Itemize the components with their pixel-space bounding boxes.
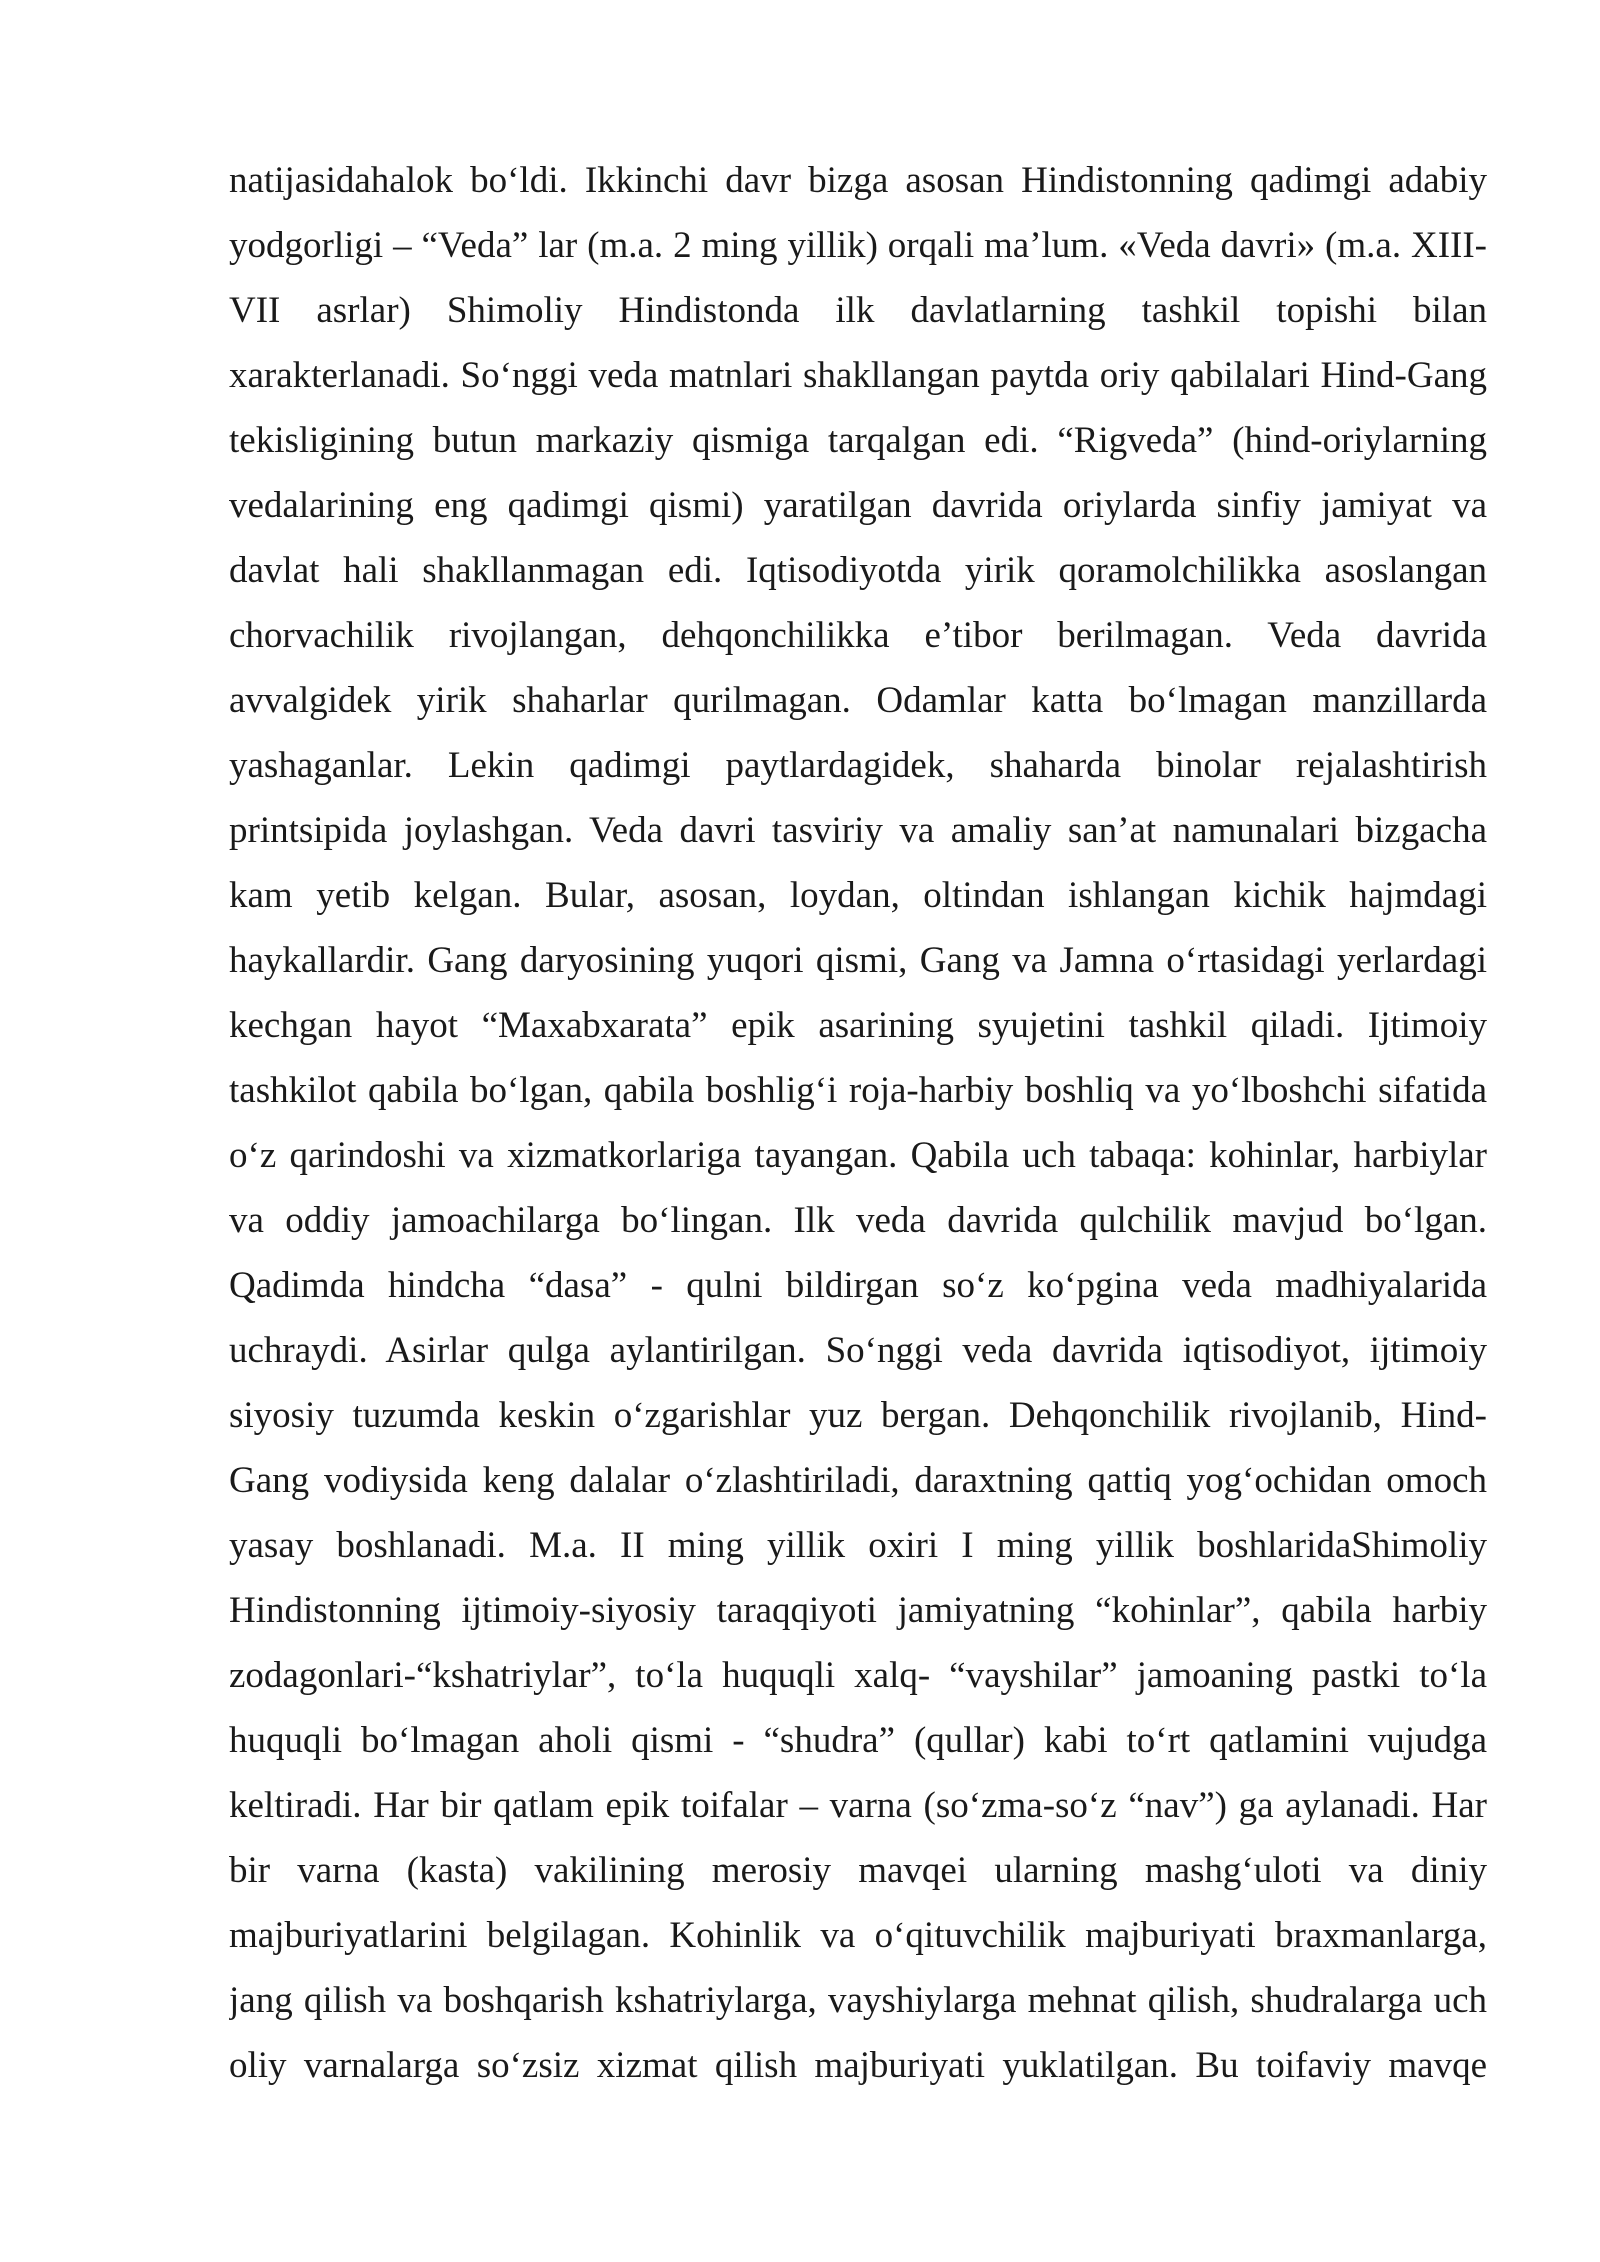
text-line: haykallardir. Gang daryosining yuqori qismi, Gang va Jamna o‘rtasidagi yerlardagi xyxy=(229,940,1487,981)
text-line: davlat hali shakllanmagan edi. Iqtisodiyotda yirik qoramolchilikka asoslangan xyxy=(229,550,1487,591)
text-line: huquqli bo‘lmagan aholi qismi - “shudra” (qullar) kabi to‘rt qatlamini vujudga xyxy=(229,1720,1487,1761)
text-line: majburiyatlarini belgilagan. Kohinlik va o‘qituvchilik majburiyati braxmanlarga, xyxy=(229,1915,1487,1956)
text-line: jang qilish va boshqarish kshatriylarga, vayshiylarga mehnat qilish, shudralarga uch xyxy=(229,1980,1487,2021)
text-line: zodagonlari-“kshatriylar”, to‘la huquqli xalq- “vayshilar” jamoaning pastki to‘la xyxy=(229,1655,1487,1696)
text-line: xarakterlanadi. So‘nggi veda matnlari shakllangan paytda oriy qabilalari Hind-Gang xyxy=(229,355,1487,396)
text-line: uchraydi. Asirlar qulga aylantirilgan. So‘nggi veda davrida iqtisodiyot, ijtimoiy xyxy=(229,1330,1487,1371)
text-line: Gang vodiysida keng dalalar o‘zlashtiriladi, daraxtning qattiq yog‘ochidan omoch xyxy=(229,1460,1487,1501)
text-line: keltiradi. Har bir qatlam epik toifalar – varna (so‘zma-so‘z “nav”) ga aylanadi. Har xyxy=(229,1785,1487,1826)
text-line: kechgan hayot “Maxabxarata” epik asarining syujetini tashkil qiladi. Ijtimoiy xyxy=(229,1005,1487,1046)
body-paragraph xyxy=(229,148,1487,2098)
text-line: yasay boshlanadi. M.a. II ming yillik oxiri I ming yillik boshlaridaShimoliy xyxy=(229,1525,1487,1566)
text-line: yashaganlar. Lekin qadimgi paytlardagidek, shaharda binolar rejalashtirish xyxy=(229,745,1487,786)
text-line: bir varna (kasta) vakilining merosiy mavqei ularning mashg‘uloti va diniy xyxy=(229,1850,1487,1891)
text-line: siyosiy tuzumda keskin o‘zgarishlar yuz bergan. Dehqonchilik rivojlanib, Hind- xyxy=(229,1395,1487,1436)
text-line: avvalgidek yirik shaharlar qurilmagan. Odamlar katta bo‘lmagan manzillarda xyxy=(229,680,1487,721)
text-line: chorvachilik rivojlangan, dehqonchilikka e’tibor berilmagan. Veda davrida xyxy=(229,615,1487,656)
text-line: oliy varnalarga so‘zsiz xizmat qilish majburiyati yuklatilgan. Bu toifaviy mavqe xyxy=(229,2045,1487,2086)
text-line: Hindistonning ijtimoiy-siyosiy taraqqiyoti jamiyatning “kohinlar”, qabila harbiy xyxy=(229,1590,1487,1631)
text-line: natijasidahalok bo‘ldi. Ikkinchi davr bizga asosan Hindistonning qadimgi adabiy xyxy=(229,160,1487,201)
text-line: yodgorligi – “Veda” lar (m.a. 2 ming yillik) orqali ma’lum. «Veda davri» (m.a. XIII- xyxy=(229,225,1487,266)
text-line: VII asrlar) Shimoliy Hindistonda ilk davlatlarning tashkil topishi bilan xyxy=(229,290,1487,331)
text-line: va oddiy jamoachilarga bo‘lingan. Ilk veda davrida qulchilik mavjud bo‘lgan. xyxy=(229,1200,1487,1241)
text-line: Qadimda hindcha “dasa” - qulni bildirgan so‘z ko‘pgina veda madhiyalarida xyxy=(229,1265,1487,1306)
text-line: tashkilot qabila bo‘lgan, qabila boshlig‘i roja-harbiy boshliq va yo‘lboshchi sifatida xyxy=(229,1070,1487,1111)
text-line: printsipida joylashgan. Veda davri tasviriy va amaliy san’at namunalari bizgacha xyxy=(229,810,1487,851)
text-line: o‘z qarindoshi va xizmatkorlariga tayangan. Qabila uch tabaqa: kohinlar, harbiylar xyxy=(229,1135,1487,1176)
text-line: tekisligining butun markaziy qismiga tarqalgan edi. “Rigveda” (hind-oriylarning xyxy=(229,420,1487,461)
text-line: vedalarining eng qadimgi qismi) yaratilgan davrida oriylarda sinfiy jamiyat va xyxy=(229,485,1487,526)
text-line: kam yetib kelgan. Bular, asosan, loydan, oltindan ishlangan kichik hajmdagi xyxy=(229,875,1487,916)
